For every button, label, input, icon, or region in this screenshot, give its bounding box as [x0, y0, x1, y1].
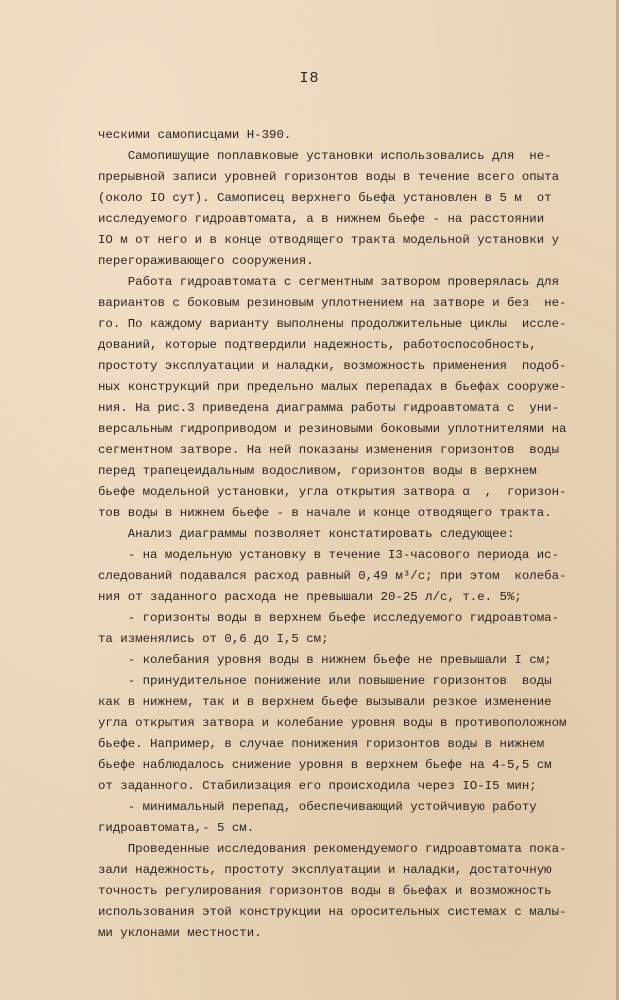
text-line: - на модельную установку в течение I3-часового периода ис- — [98, 548, 560, 562]
text-line: IО м от него и в конце отводящего тракта модельной установки у — [98, 233, 560, 247]
text-line: Анализ диаграммы позволяет констатировать следующее: — [98, 527, 515, 541]
text-line: - колебания уровня воды в нижнем бьефе не превышали I см; — [98, 653, 552, 667]
text-line: как в нижнем, так и в верхнем бьефе вызывали резкое изменение — [98, 695, 552, 709]
text-line: прерывной записи уровней горизонтов воды в течение всего опыта — [98, 170, 560, 184]
text-line: перед трапецеидальным водосливом, горизонтов воды в верхнем — [98, 464, 537, 478]
text-line: использования этой конструкции на оросительных системах с малы- — [98, 905, 567, 919]
text-line: ния от заданного расхода не превышали 20-25 л/с, т.е. 5%; — [98, 590, 522, 604]
text-line: ческими самописцами Н-390. — [98, 128, 292, 142]
text-line: зали надежность, простоту эксплуатации и наладки, достаточную — [98, 863, 552, 877]
text-line: исследуемого гидроавтомата, а в нижнем бьефе - на расстоянии — [98, 212, 545, 226]
text-line: Самопишущие поплавковые установки использовались для не- — [98, 149, 552, 163]
text-line: перегораживающего сооружения. — [98, 254, 314, 268]
text-line: бьефе. Например, в случае понижения горизонтов воды в нижнем — [98, 737, 545, 751]
text-line: - минимальный перепад, обеспечивающий устойчивую работу — [98, 800, 537, 814]
text-line: бьефе наблюдалось снижение уровня в верхнем бьефе на 4-5,5 см — [98, 758, 552, 772]
text-line: ных конструкций при предельно малых перепадах в бьефах сооруже- — [98, 380, 567, 394]
page-number: I8 — [299, 70, 320, 87]
text-line: бьефе модельной установки, угла открытия затвора α , горизон- — [98, 485, 567, 499]
text-line: Проведенные исследования рекомендуемого гидроавтомата пока- — [98, 842, 567, 856]
text-line: - принудительное понижение или повышение горизонтов воды — [98, 674, 552, 688]
text-line: дований, которые подтвердили надежность, работоспособность, — [98, 338, 537, 352]
text-line: сегментном затворе. На ней показаны изменения горизонтов воды — [98, 443, 560, 457]
text-line: ми уклонами местности. — [98, 926, 262, 940]
body-text — [98, 125, 619, 944]
text-line: ния. На рис.3 приведена диаграмма работы гидроавтомата с уни- — [98, 401, 560, 415]
text-line: от заданного. Стабилизация его происходила через IО-I5 мин; — [98, 779, 537, 793]
text-line: следований подавался расход равный 0,49 м³/с; при этом колеба- — [98, 569, 567, 583]
text-line: (около IО сут). Самописец верхнего бьефа установлен в 5 м от — [98, 191, 552, 205]
text-line: угла открытия затвора и колебание уровня воды в противоположном — [98, 716, 567, 730]
text-line: та изменялись от 0,6 до I,5 см; — [98, 632, 329, 646]
text-line: Работа гидроавтомата с сегментным затвором проверялась для — [98, 275, 560, 289]
text-line: версальным гидроприводом и резиновыми боковыми уплотнителями на — [98, 422, 567, 436]
text-line: точность регулирования горизонтов воды в бьефах и возможность — [98, 884, 552, 898]
text-line: гидроавтомата,- 5 см. — [98, 821, 255, 835]
text-line: тов воды в нижнем бьефе - в начале и конце отводящего тракта. — [98, 506, 552, 520]
text-line: - горизонты воды в верхнем бьефе исследуемого гидроавтома- — [98, 611, 560, 625]
text-line: вариантов с боковым резиновым уплотнением на затворе и без не- — [98, 296, 567, 310]
text-line: го. По каждому варианту выполнены продолжительные циклы иссле- — [98, 317, 567, 331]
text-line: простоту эксплуатации и наладки, возможность применения подоб- — [98, 359, 567, 373]
